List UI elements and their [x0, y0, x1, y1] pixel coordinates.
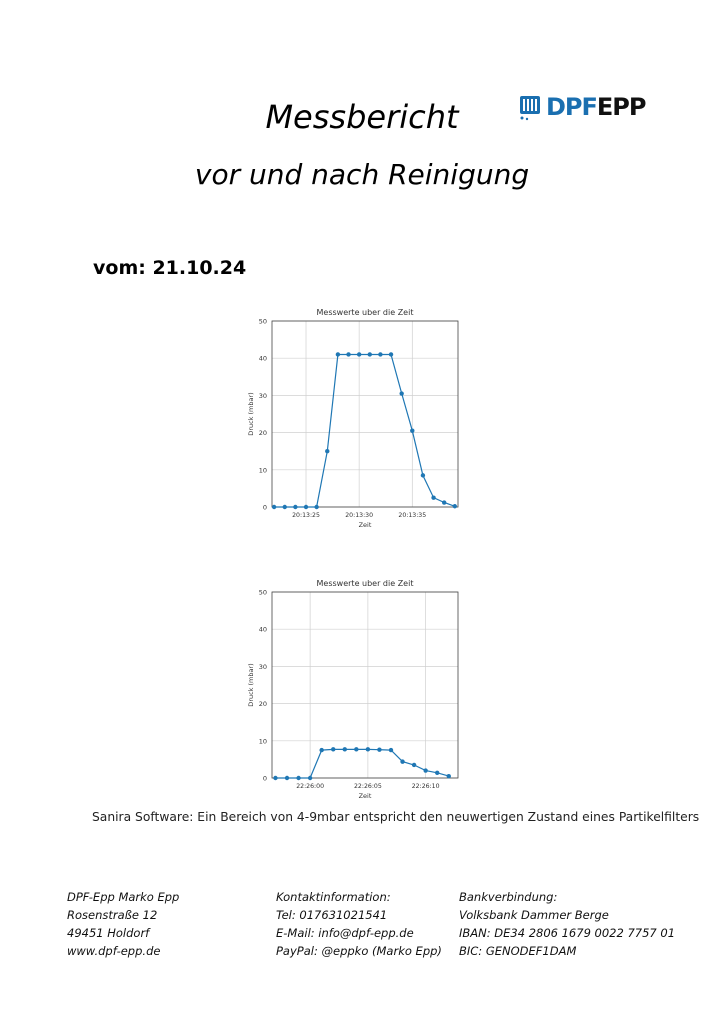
x-tick-label: 20:13:25 [292, 512, 320, 519]
bank-iban: IBAN: DE34 2806 1679 0022 7757 01 [459, 926, 676, 940]
data-point [389, 352, 393, 356]
page-subtitle: vor und nach Reinigung [194, 158, 530, 191]
data-point [304, 505, 308, 509]
software-note: Sanira Software: Ein Bereich von 4-9mbar entspricht den neuwertigen Zustand eines Partikelfilters [92, 810, 700, 824]
data-point [283, 505, 287, 509]
x-tick-label: 20:13:30 [345, 512, 374, 519]
data-point [400, 759, 404, 763]
y-tick-label: 50 [258, 588, 267, 597]
y-tick-label: 10 [258, 466, 267, 475]
y-tick-label: 0 [262, 774, 267, 783]
company-city: 49451 Holdorf [67, 926, 150, 940]
data-point [343, 747, 347, 751]
data-point [412, 763, 416, 767]
data-point [423, 768, 427, 772]
data-point [272, 505, 276, 509]
data-point [389, 748, 393, 752]
data-point [273, 776, 277, 780]
data-point [331, 747, 335, 751]
page-title: Messbericht [265, 98, 459, 136]
data-point [285, 776, 289, 780]
data-point [442, 500, 446, 504]
company-website[interactable]: www.dpf-epp.de [67, 944, 161, 958]
company-logo [518, 92, 646, 122]
data-point [336, 352, 340, 356]
bank-name: Volksbank Dammer Berge [459, 908, 609, 922]
contact-paypal: PayPal: @eppko (Marko Epp) [276, 944, 442, 958]
x-tick-label: 20:13:35 [398, 512, 427, 519]
data-point [399, 391, 403, 395]
data-point [325, 449, 329, 453]
chart-title: Messwerte uber die Zeit [316, 308, 414, 317]
footer-contact [276, 888, 442, 960]
chart-title: Messwerte uber die Zeit [316, 579, 414, 588]
x-tick-label: 22:26:00 [296, 783, 325, 790]
report-date: vom: 21.10.24 [93, 257, 247, 279]
filter-icon [518, 92, 544, 122]
footer-bank [459, 888, 675, 960]
data-point [377, 748, 381, 752]
data-point [431, 496, 435, 500]
data-point [319, 748, 323, 752]
data-point [296, 776, 300, 780]
x-axis-label: Zeit [358, 792, 372, 800]
y-axis-label: Druck (mbar) [247, 663, 255, 707]
y-tick-label: 40 [258, 625, 267, 634]
data-point [357, 352, 361, 356]
data-point [368, 352, 372, 356]
series-line [276, 749, 449, 778]
bank-heading: Bankverbindung: [459, 890, 558, 904]
data-point [410, 429, 414, 433]
plot-frame [272, 592, 458, 778]
contact-email[interactable]: E-Mail: info@dpf-epp.de [276, 926, 414, 940]
y-tick-label: 50 [258, 317, 267, 326]
x-axis-label: Zeit [358, 521, 372, 529]
data-point [346, 352, 350, 356]
logo-text-dpf: DPF [546, 93, 597, 121]
y-tick-label: 20 [258, 429, 267, 438]
y-tick-label: 30 [258, 662, 267, 671]
data-point [314, 505, 318, 509]
logo-text-epp: EPP [596, 93, 646, 121]
y-tick-label: 40 [258, 354, 267, 363]
data-point [308, 776, 312, 780]
x-tick-label: 22:26:10 [411, 783, 440, 790]
company-street: Rosenstraße 12 [67, 908, 158, 922]
series-line [274, 355, 455, 508]
bank-bic: BIC: GENODEF1DAM [459, 944, 577, 958]
chart-after-cleaning [242, 574, 472, 804]
data-point [421, 473, 425, 477]
data-point [378, 352, 382, 356]
footer-company [67, 888, 179, 960]
contact-heading: Kontaktinformation: [276, 890, 391, 904]
y-tick-label: 30 [258, 391, 267, 400]
data-point [447, 774, 451, 778]
company-name: DPF-Epp Marko Epp [67, 890, 180, 904]
x-tick-label: 22:26:05 [353, 783, 382, 790]
logo-wordmark [546, 92, 645, 122]
y-tick-label: 0 [262, 503, 267, 512]
plot-frame [272, 321, 458, 507]
data-point [453, 504, 457, 508]
y-tick-label: 10 [258, 737, 267, 746]
data-point [354, 747, 358, 751]
data-point [293, 505, 297, 509]
y-axis-label: Druck (mbar) [247, 392, 255, 436]
y-tick-label: 20 [258, 700, 267, 709]
contact-phone: Tel: 017631021541 [276, 908, 388, 922]
data-point [435, 771, 439, 775]
chart-before-cleaning [242, 303, 472, 533]
data-point [366, 747, 370, 751]
